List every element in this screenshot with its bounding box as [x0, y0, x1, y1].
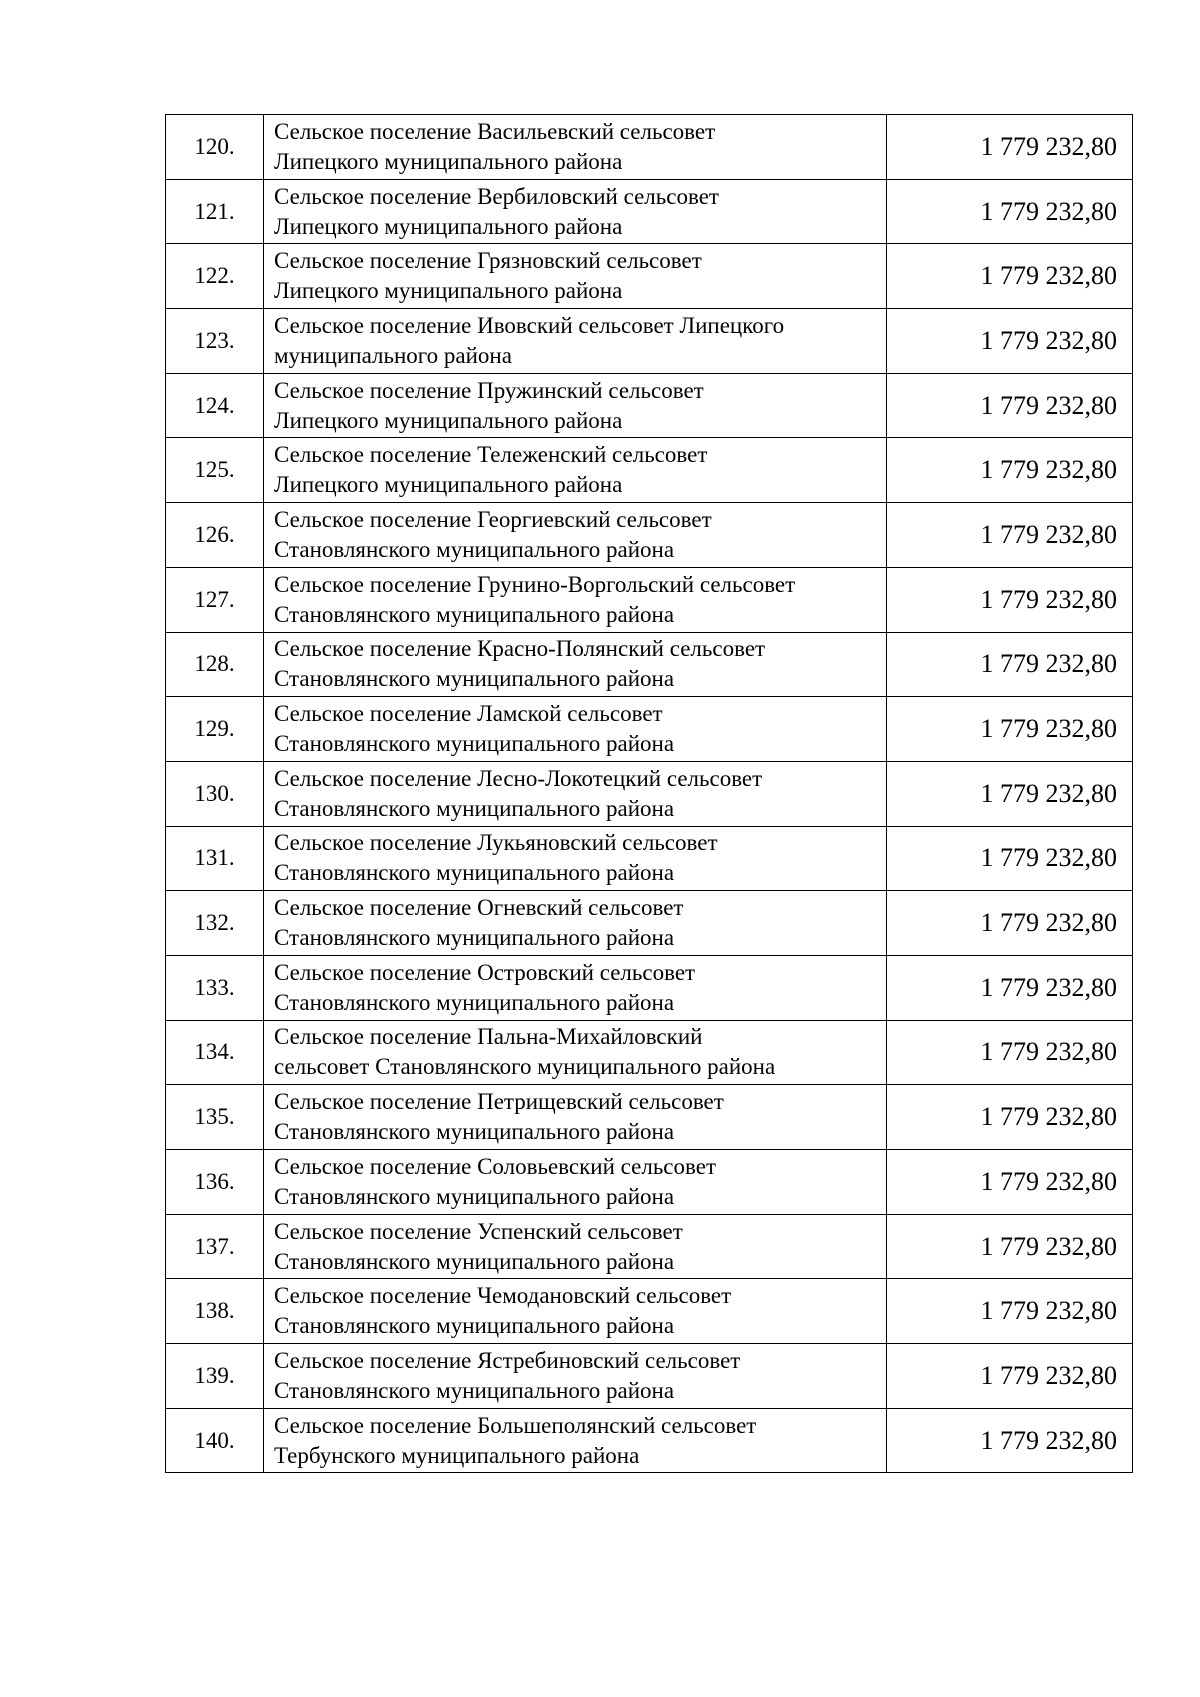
- row-number: 139.: [166, 1344, 264, 1409]
- table-row: [166, 632, 1133, 697]
- settlement-name-line-1: Сельское поселение Георгиевский сельсовет: [274, 506, 712, 532]
- table-row: [166, 309, 1133, 374]
- amount: 1 779 232,80: [887, 697, 1133, 762]
- row-number: 140.: [166, 1408, 264, 1473]
- settlement-name-line-1: Сельское поселение Огневский сельсовет: [274, 895, 684, 921]
- amount: 1 779 232,80: [887, 632, 1133, 697]
- settlement-name-line-1: Сельское поселение Васильевский сельсовет: [274, 118, 716, 144]
- row-number: 137.: [166, 1214, 264, 1279]
- settlement-name-line-2: Тербунского муниципального района: [274, 1442, 640, 1468]
- settlement-name-line-1: Сельское поселение Тележенский сельсовет: [274, 442, 708, 468]
- table-row: [166, 891, 1133, 956]
- amount: 1 779 232,80: [887, 1020, 1133, 1085]
- row-number: 130.: [166, 761, 264, 826]
- settlement-name: [264, 179, 887, 244]
- settlement-name-line-1: Сельское поселение Лесно-Локотецкий сельсовет: [274, 765, 763, 791]
- row-number: 124.: [166, 373, 264, 438]
- settlement-name-line-1: Сельское поселение Чемодановский сельсовет: [274, 1283, 732, 1309]
- table-row: [166, 1085, 1133, 1150]
- settlement-name-line-2: Становлянского муниципального района: [274, 536, 675, 562]
- row-number: 123.: [166, 309, 264, 374]
- settlement-name-line-1: Сельское поселение Петрищевский сельсовет: [274, 1089, 724, 1115]
- table-row: [166, 826, 1133, 891]
- table-row: [166, 1344, 1133, 1409]
- settlement-name-line-2: Становлянского муниципального района: [274, 1183, 675, 1209]
- settlement-name-line-2: Липецкого муниципального района: [274, 472, 623, 498]
- table-row: [166, 438, 1133, 503]
- table-row: [166, 1279, 1133, 1344]
- row-number: 125.: [166, 438, 264, 503]
- settlement-name-line-1: Сельское поселение Большеполянский сельсовет: [274, 1412, 757, 1438]
- settlement-name: [264, 1150, 887, 1215]
- settlement-name-line-1: Сельское поселение Пружинский сельсовет: [274, 377, 704, 403]
- row-number: 126.: [166, 503, 264, 568]
- amount: 1 779 232,80: [887, 309, 1133, 374]
- amount: 1 779 232,80: [887, 761, 1133, 826]
- settlement-name: [264, 1344, 887, 1409]
- settlement-name: [264, 891, 887, 956]
- table-row: [166, 955, 1133, 1020]
- settlement-name: [264, 244, 887, 309]
- row-number: 131.: [166, 826, 264, 891]
- settlements-table: [165, 114, 1133, 1473]
- settlement-name-line-1: Сельское поселение Успенский сельсовет: [274, 1218, 683, 1244]
- settlement-name-line-1: Сельское поселение Грунино-Воргольский сельсовет: [274, 571, 796, 597]
- table-row: [166, 1214, 1133, 1279]
- settlement-name: [264, 438, 887, 503]
- settlement-name-line-1: Сельское поселение Ламской сельсовет: [274, 701, 663, 727]
- amount: 1 779 232,80: [887, 891, 1133, 956]
- amount: 1 779 232,80: [887, 1214, 1133, 1279]
- settlement-name: [264, 1020, 887, 1085]
- settlement-name-line-1: Сельское поселение Красно-Полянский сельсовет: [274, 636, 766, 662]
- table-row: [166, 761, 1133, 826]
- row-number: 121.: [166, 179, 264, 244]
- table-row: [166, 1150, 1133, 1215]
- settlement-name: [264, 761, 887, 826]
- row-number: 134.: [166, 1020, 264, 1085]
- settlement-name: [264, 1214, 887, 1279]
- amount: 1 779 232,80: [887, 1279, 1133, 1344]
- settlement-name: [264, 373, 887, 438]
- row-number: 138.: [166, 1279, 264, 1344]
- table-row: [166, 1408, 1133, 1473]
- row-number: 120.: [166, 115, 264, 180]
- settlement-name: [264, 115, 887, 180]
- row-number: 133.: [166, 955, 264, 1020]
- row-number: 127.: [166, 567, 264, 632]
- settlement-name-line-1: Сельское поселение Пальна-Михайловский: [274, 1024, 703, 1050]
- settlement-name-line-2: Становлянского муниципального района: [274, 1248, 675, 1274]
- amount: 1 779 232,80: [887, 373, 1133, 438]
- settlement-name-line-1: Сельское поселение Островский сельсовет: [274, 959, 696, 985]
- table-body: [166, 115, 1133, 1473]
- settlement-name-line-1: Сельское поселение Грязновский сельсовет: [274, 248, 702, 274]
- amount: 1 779 232,80: [887, 179, 1133, 244]
- settlement-name-line-1: Сельское поселение Вербиловский сельсовет: [274, 183, 719, 209]
- settlement-name-line-2: Становлянского муниципального района: [274, 666, 675, 692]
- amount: 1 779 232,80: [887, 1408, 1133, 1473]
- settlement-name-line-2: сельсовет Становлянского муниципального района: [274, 1054, 776, 1080]
- amount: 1 779 232,80: [887, 438, 1133, 503]
- settlement-name-line-2: Липецкого муниципального района: [274, 278, 623, 304]
- row-number: 129.: [166, 697, 264, 762]
- settlement-name-line-2: Становлянского муниципального района: [274, 1313, 675, 1339]
- settlement-name-line-2: Становлянского муниципального района: [274, 860, 675, 886]
- table-row: [166, 179, 1133, 244]
- amount: 1 779 232,80: [887, 503, 1133, 568]
- settlement-name: [264, 955, 887, 1020]
- settlement-name-line-1: Сельское поселение Ястребиновский сельсовет: [274, 1347, 741, 1373]
- settlement-name: [264, 826, 887, 891]
- row-number: 132.: [166, 891, 264, 956]
- settlement-name-line-2: Становлянского муниципального района: [274, 1377, 675, 1403]
- settlement-name: [264, 1408, 887, 1473]
- settlement-name: [264, 632, 887, 697]
- amount: 1 779 232,80: [887, 115, 1133, 180]
- table-row: [166, 244, 1133, 309]
- row-number: 136.: [166, 1150, 264, 1215]
- row-number: 122.: [166, 244, 264, 309]
- settlement-name-line-1: Сельское поселение Лукьяновский сельсовет: [274, 830, 718, 856]
- settlement-name-line-2: Становлянского муниципального района: [274, 989, 675, 1015]
- settlement-name: [264, 1085, 887, 1150]
- settlement-name-line-2: Становлянского муниципального района: [274, 1119, 675, 1145]
- amount: 1 779 232,80: [887, 1150, 1133, 1215]
- settlement-name-line-2: Становлянского муниципального района: [274, 795, 675, 821]
- table-row: [166, 373, 1133, 438]
- settlement-name: [264, 1279, 887, 1344]
- settlement-name-line-2: муниципального района: [274, 342, 512, 368]
- row-number: 128.: [166, 632, 264, 697]
- table-row: [166, 115, 1133, 180]
- settlement-name-line-2: Становлянского муниципального района: [274, 731, 675, 757]
- amount: 1 779 232,80: [887, 1085, 1133, 1150]
- settlement-name-line-2: Липецкого муниципального района: [274, 213, 623, 239]
- settlement-name-line-2: Липецкого муниципального района: [274, 407, 623, 433]
- amount: 1 779 232,80: [887, 567, 1133, 632]
- table-row: [166, 1020, 1133, 1085]
- settlement-name-line-2: Становлянского муниципального района: [274, 601, 675, 627]
- amount: 1 779 232,80: [887, 1344, 1133, 1409]
- table-row: [166, 503, 1133, 568]
- settlement-name-line-1: Сельское поселение Соловьевский сельсовет: [274, 1153, 716, 1179]
- amount: 1 779 232,80: [887, 244, 1133, 309]
- settlement-name: [264, 567, 887, 632]
- settlement-name-line-1: Сельское поселение Ивовский сельсовет Липецкого: [274, 312, 785, 338]
- row-number: 135.: [166, 1085, 264, 1150]
- table-row: [166, 697, 1133, 762]
- table-row: [166, 567, 1133, 632]
- settlement-name: [264, 503, 887, 568]
- settlement-name-line-2: Липецкого муниципального района: [274, 148, 623, 174]
- amount: 1 779 232,80: [887, 955, 1133, 1020]
- settlement-name-line-2: Становлянского муниципального района: [274, 925, 675, 951]
- settlement-name: [264, 309, 887, 374]
- amount: 1 779 232,80: [887, 826, 1133, 891]
- settlement-name: [264, 697, 887, 762]
